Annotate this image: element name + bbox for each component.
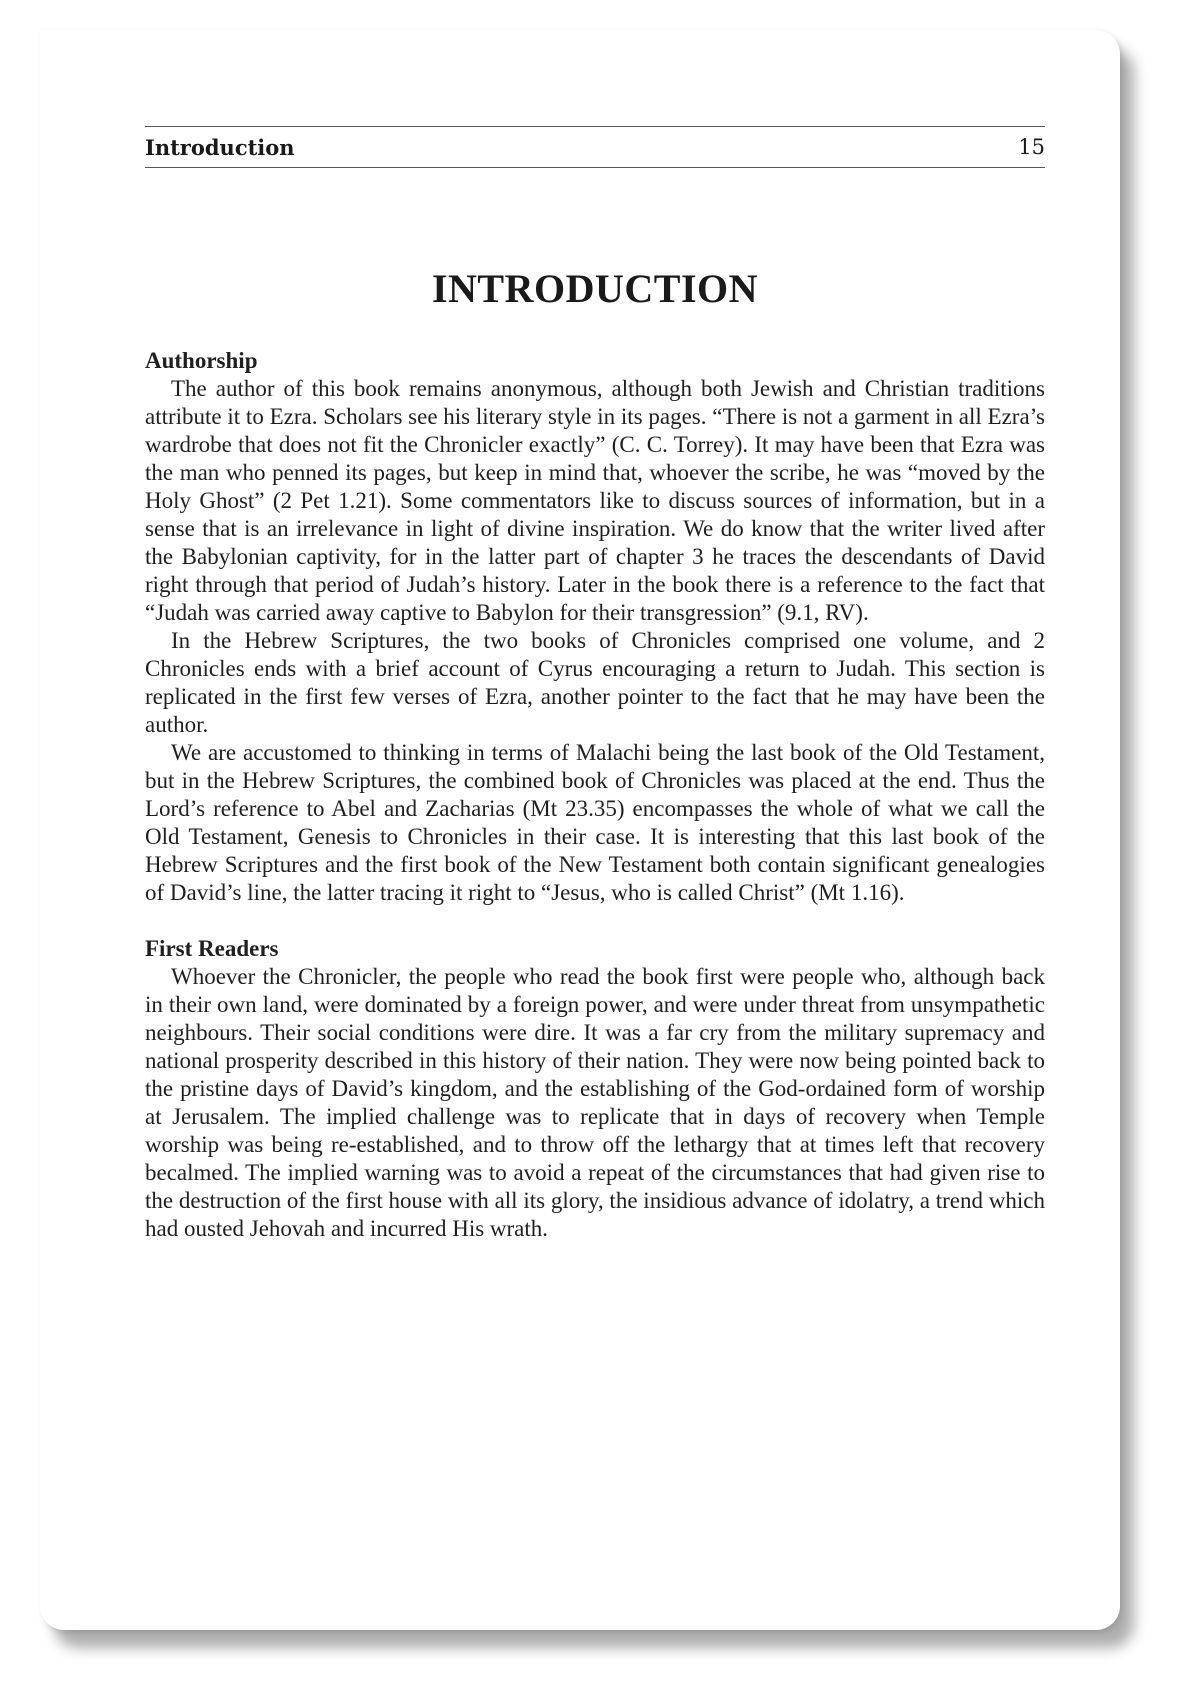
page-number: 15 [1018,135,1045,159]
running-header [145,126,1045,168]
section-heading-first-readers: First Readers [145,936,279,961]
body-text [145,347,1045,1243]
chapter-title: INTRODUCTION [431,266,759,311]
running-title: Introduction [145,134,295,160]
paragraph: Whoever the Chronicler, the people who read the book first were people who, although back in their own land, were dominated by a foreign power, and were under threat from unsympathetic neighbours. Their social conditions were dire. It was a far cry from the military supremacy and national prosperity described in this history of their nation. They were now being pointed back to the pristine days of David’s kingdom, and the establishing of the God-ordained form of worship at Jerusalem. The implied challenge was to replicate that in days of recovery when Temple worship was being re-established, and to throw off the lethargy that at times left that recovery becalmed. The implied warning was to avoid a repeat of the circumstances that had given rise to the destruction of the first house with all its glory, the insidious advance of idolatry, a trend which had ousted Jehovah and incurred His wrath. [145,964,1045,1241]
paragraph: We are accustomed to thinking in terms of Malachi being the last book of the Old Testament, but in the Hebrew Scriptures, the combined book of Chronicles was placed at the end. Thus the Lord’s reference to Abel and Zacharias (Mt 23.35) encompasses the whole of what we call the Old Testament, Genesis to Chronicles in their case. It is interesting that this last book of the Hebrew Scriptures and the first book of the New Testament both contain significant genealogies of David’s line, the latter tracing it right to “Jesus, who is called Christ” (Mt 1.16). [145,740,1045,905]
paragraph: In the Hebrew Scriptures, the two books of Chronicles comprised one volume, and 2 Chronicles ends with a brief account of Cyrus encouraging a return to Judah. This section is replicated in the first few verses of Ezra, another pointer to the fact that he may have been the author. [145,628,1045,737]
paragraph: The author of this book remains anonymous, although both Jewish and Christian traditions attribute it to Ezra. Scholars see his literary style in its pages. “There is not a garment in all Ezra’s wardrobe that does not fit the Chronicler exactly” (C. C. Torrey). It may have been that Ezra was the man who penned its pages, but keep in mind that, whoever the scribe, he was “moved by the Holy Ghost” (2 Pet 1.21). Some commentators like to discuss sources of information, but in a sense that is an irrelevance in light of divine inspiration. We do know that the writer lived after the Babylonian captivity, for in the latter part of chapter 3 he traces the descendants of David right through that period of Judah’s history. Later in the book there is a reference to the fact that “Judah was carried away captive to Babylon for their transgression” (9.1, RV). [145,376,1045,625]
section-heading-authorship: Authorship [145,348,258,373]
section-gap [145,907,1045,935]
